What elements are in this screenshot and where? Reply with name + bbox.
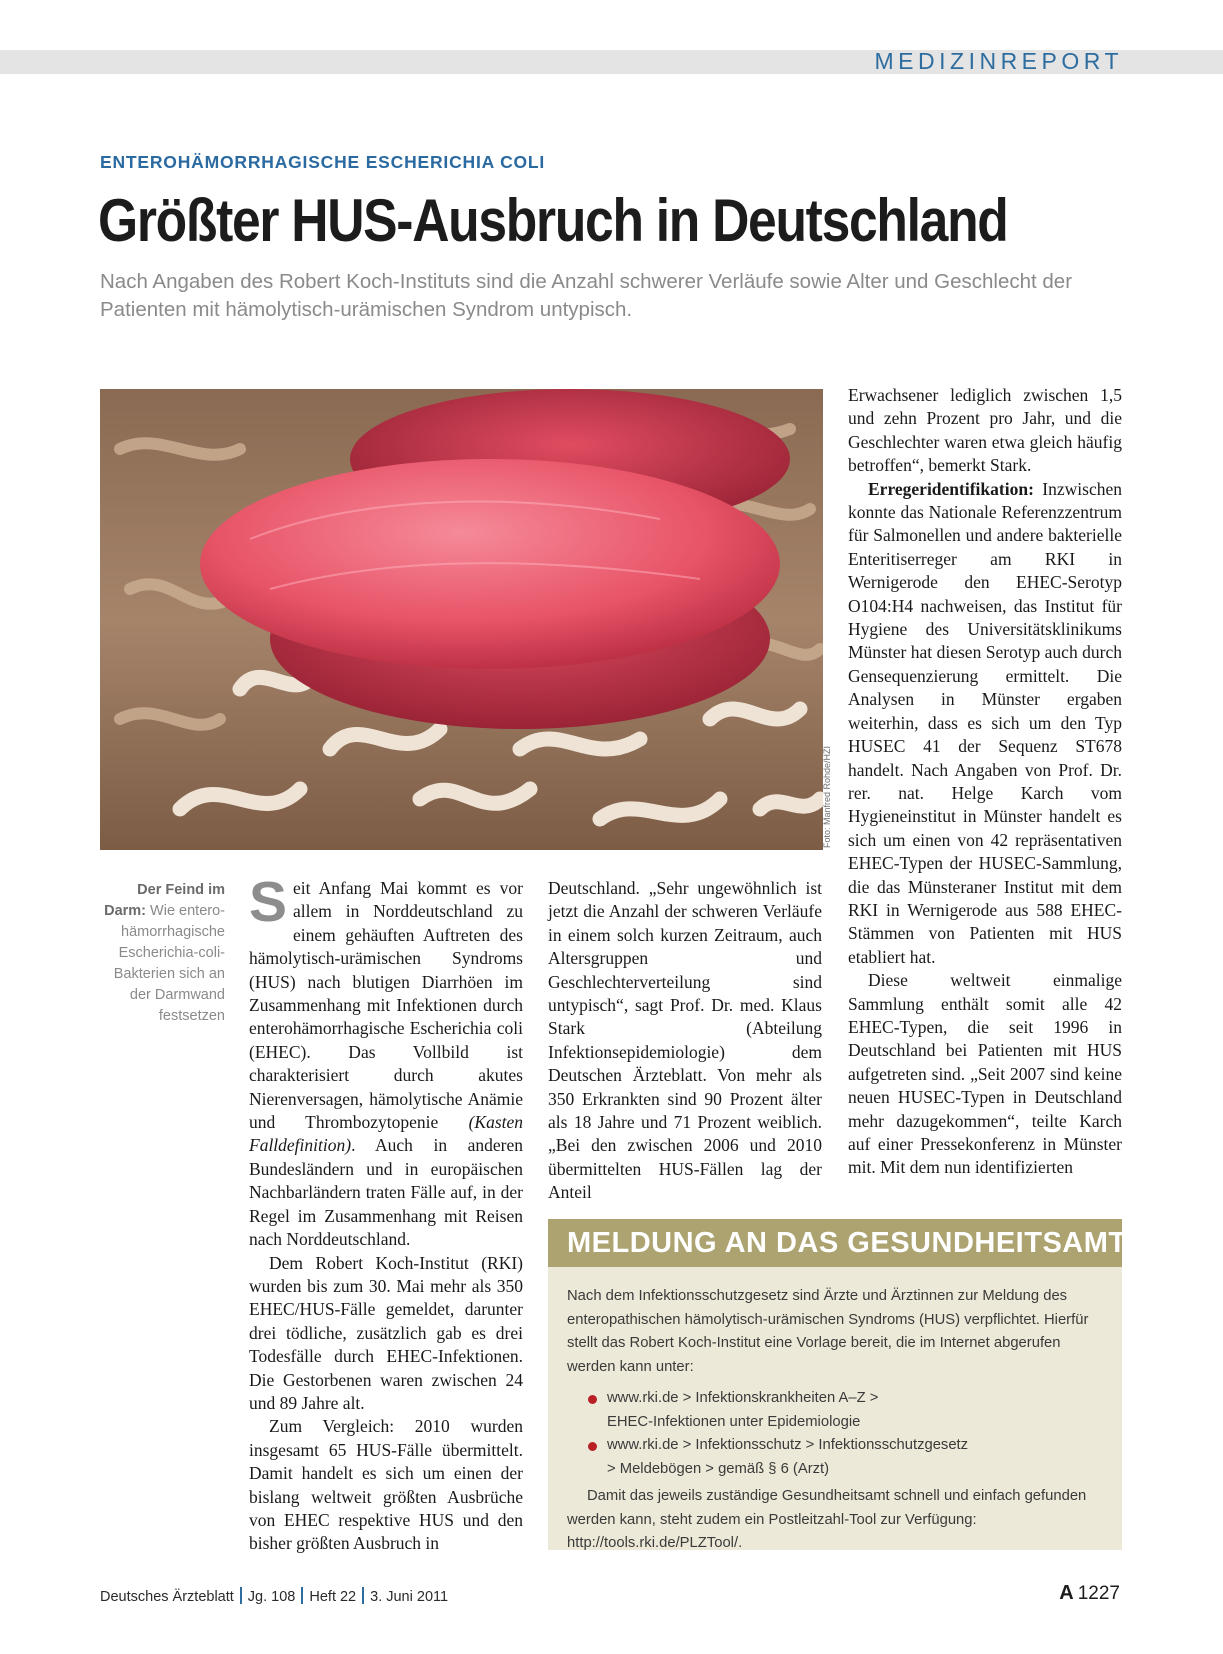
- journal-issue: Heft 22: [309, 1589, 357, 1605]
- info-box-intro: Nach dem Infektionsschutzgesetz sind Ärzte und Ärztinnen zur Meldung des enteropathischen hämolytisch-urämischen Syndroms (HUS) verpflichtet. Hierfür stellt das Robert Koch-Institut eine Vorlage bereit, die im Internet abgerufen werden kann unter:: [567, 1288, 1089, 1375]
- section-label: MEDIZINREPORT: [874, 48, 1123, 74]
- journal-name: Deutsches Ärzteblatt: [100, 1589, 234, 1605]
- bullet-icon: [588, 1395, 597, 1404]
- footer-separator: [240, 1587, 242, 1604]
- dropcap: S: [249, 870, 288, 934]
- col2-para1: Deutschland. „Sehr ungewöhnlich ist jetzt die Anzahl der schweren Verläufe in einem solch kurzen Zeitraum, auch Altersgruppen und Geschlechterverteilung sind untypisch“, sagt Prof. Dr. med. Klaus Stark (Abteilung Infektionsepidemiologie) dem Deutschen Ärzteblatt. Von mehr als 350 Erkrankten sind 90 Prozent älter als 18 Jahre und 71 Prozent weiblich. „Bei den zwischen 2006 und 2010 übermittelten HUS-Fällen lag der Anteil: [548, 878, 822, 1203]
- footer-separator: [301, 1587, 303, 1604]
- article-column-1: [249, 870, 524, 1556]
- page-number: [1059, 1582, 1120, 1605]
- info-box-body: [548, 1267, 1122, 1556]
- article-kicker: ENTEROHÄMORRHAGISCHE ESCHERICHIA COLI: [100, 152, 546, 172]
- list-item-line: www.rki.de > Infektionsschutz > Infektionsschutzgesetz: [607, 1437, 969, 1453]
- article-lead: Nach Angaben des Robert Koch-Instituts sind die Anzahl schwerer Verläufe sowie Alter und Geschlecht der Patienten mit hämolytisch-urämischen Syndrom untypisch.: [100, 270, 1073, 321]
- subhead-erregeridentifikation: Erregeridentifikation:: [868, 478, 1034, 499]
- info-box-title: MELDUNG AN DAS GESUNDHEITSAMT: [548, 1219, 1122, 1267]
- col3-para3: Diese weltweit einmalige Sammlung enthält somit alle 42 EHEC-Typen, die seit 1996 in Deutschland bei Patienten mit HUS aufgetreten sind. „Seit 2007 sind keine neuen HUSEC-Typen in Deutschland mehr dazugekommen“, teilte Karch auf einer Pressekonferenz in Münster mit. Mit dem nun identifizierten: [848, 970, 1122, 1178]
- list-item-line: www.rki.de > Infektionskrankheiten A–Z >: [607, 1390, 879, 1406]
- info-box-list: [567, 1387, 1104, 1481]
- photo-caption: [100, 880, 225, 1027]
- list-item-line: EHEC-Infektionen unter Epidemiologie: [607, 1413, 861, 1430]
- list-item-line: > Meldebögen > gemäß § 6 (Arzt): [607, 1460, 830, 1477]
- bullet-icon: [588, 1442, 597, 1451]
- list-item: [567, 1387, 1104, 1434]
- page-number-value: 1227: [1077, 1583, 1120, 1604]
- footer: [100, 1587, 448, 1605]
- list-item: [567, 1434, 1104, 1481]
- caption-title: Der Feind im Darm:: [104, 882, 225, 919]
- info-box: [548, 1219, 1127, 1551]
- col1-para2: Dem Robert Koch-Institut (RKI) wurden bis zum 30. Mai mehr als 350 EHEC/HUS-Fälle gemeldet, darunter drei tödliche, zusätzlich gab es drei Todesfälle durch EHEC-Infektionen. Die Gestorbenen waren zwischen 24 und 89 Jahre alt.: [249, 1252, 523, 1413]
- col1-para1: eit Anfang Mai kommt es vor allem in Norddeutschland zu einem gehäuften Auftreten des hämolytisch-urämischen Syndroms (HUS) nach blutigen Diarrhöen im Zusammenhang mit Infektionen durch enterohämorrhagische Escherichia coli (EHEC). Das Vollbild ist charakterisiert durch akutes Nierenversagen, hämolytische Anämie und Thrombozytopenie: [249, 878, 523, 1133]
- bacteria-photo: [100, 389, 823, 850]
- footer-separator: [362, 1587, 364, 1604]
- article-headline: Größter HUS-Ausbruch in Deutschland: [98, 187, 1008, 254]
- caption-text: Wie entero-hämorrhagische Escherichia-coli-Bakterien sich an der Darmwand festsetzen: [113, 903, 225, 1024]
- photo-credit: Foto: Manfred Rohde/HZI: [822, 745, 832, 848]
- article-column-3: [848, 384, 1122, 1180]
- journal-volume: Jg. 108: [247, 1589, 296, 1605]
- article-column-2: [548, 877, 822, 1205]
- info-box-note: Damit das jeweils zuständige Gesundheitsamt schnell und einfach gefunden werden kann, steht zudem ein Postleitzahl-Tool zur Verfügung: http://tools.rki.de/PLZTool/.: [567, 1488, 1087, 1551]
- journal-date: 3. Juni 2011: [370, 1589, 449, 1605]
- col1-para1-end: . Auch in anderen Bundesländern und in europäischen Nachbarländern traten Fälle auf, in der Regel im Zusammenhang mit Reisen nach Norddeutschland.: [249, 1135, 523, 1250]
- page-prefix: A: [1059, 1582, 1074, 1604]
- col1-para3: Zum Vergleich: 2010 wurden insgesamt 65 HUS-Fälle übermittelt. Damit handelt es sich um einen der bislang weltweit größten Ausbrüche von EHEC respektive HUS und den bisher größten Ausbruch in: [249, 1416, 523, 1554]
- col3-para1: Erwachsener lediglich zwischen 1,5 und zehn Prozent pro Jahr, und die Geschlechter waren etwa gleich häufig betroffen“, bemerkt Stark.: [848, 385, 1122, 476]
- col3-para2: Inzwischen konnte das Nationale Referenzzentrum für Salmonellen und andere bakterielle Enteritiserreger am RKI in Wernigerode den EHEC-Serotyp O104:H4 nachweisen, das Institut für Hygiene des Universitätsklinikums Münster hat diesen Serotyp auch durch Gensequenzierung ermittelt. Die Analysen in Münster ergaben weiterhin, dass es sich um den Typ HUSEC 41 der Sequenz ST678 handelt. Nach Angaben von Prof. Dr. rer. nat. Helge Karch vom Hygieneinstitut in Münster handelt es sich um einen von 42 repräsentativen EHEC-Typen der HUSEC-Sammlung, die das Münsteraner Institut mit dem RKI in Wernigerode aus 588 EHEC-Stämmen von Patienten mit HUS etabliert hat.: [848, 478, 1122, 967]
- box-reference: (Kasten Falldefinition): [249, 1112, 524, 1156]
